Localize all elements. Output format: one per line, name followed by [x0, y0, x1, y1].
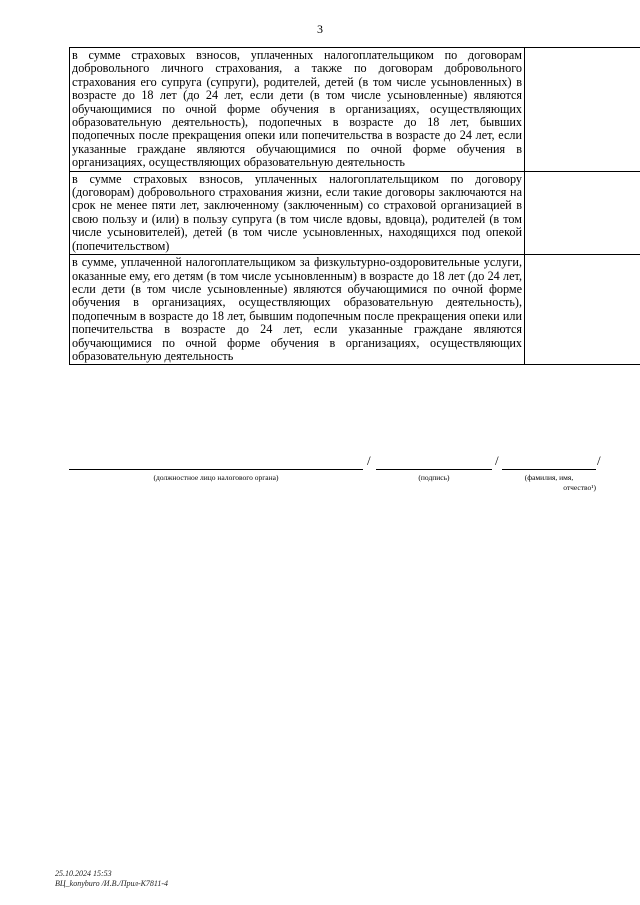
page-number: 3 — [317, 22, 323, 36]
official-signature-line — [69, 455, 363, 470]
separator-slash: / — [597, 453, 601, 468]
footer-timestamp: 25.10.2024 15:53 — [55, 869, 112, 878]
table-row — [70, 255, 640, 365]
row-description: в сумме страховых взносов, уплаченных налогоплательщиком по договору (договорам) добровольного страхования жизни, если такие договоры заключаются на срок не менее пяти лет, заключенному (заключенным) со страховой организацией в свою пользу и (или) в пользу супруга (в том числе вдовы, вдовца), родителей (в том числе усыновителей), детей (в том числе усыновленных, находящихся под опекой (попечительством) — [70, 171, 525, 254]
signature-line — [376, 455, 492, 470]
table-row — [70, 48, 640, 172]
full-name-caption — [502, 473, 596, 493]
row-description: в сумме страховых взносов, уплаченных налогоплательщиком по договорам добровольного личного страхования, а также по договорам добровольного страхования его супруга (супруги), родителей, детей (в том числе усыновленных) в возрасте до 18 лет (до 24 лет, если дети (в том числе усыновленные) являются обучающимися по очной форме обучения в организациях, осуществляющих образовательную деятельность), подопечных в возрасте до 18 лет, бывших подопечных после прекращения опеки или попечительства в возрасте до 24 лет, если указанные граждане являются обучающимися по очной форме обучения в организациях, осуществляющих образовательную деятельность — [70, 48, 525, 172]
row-amount — [525, 48, 640, 172]
row-amount — [525, 171, 640, 254]
table-row — [70, 171, 640, 254]
footer-document-id: ВЦ_konyburo /И.В./Прил-К7811-4 — [55, 879, 169, 888]
separator-slash: / — [367, 453, 371, 468]
official-caption: (должностное лицо налогового органа) — [153, 473, 279, 482]
signature-caption: (подпись) — [418, 473, 450, 482]
deduction-table — [69, 47, 640, 365]
full-name-caption-line: отчество¹) — [563, 483, 596, 492]
full-name-line — [502, 455, 596, 470]
signature-block — [0, 455, 640, 515]
row-amount — [525, 255, 640, 365]
full-name-caption-line: (фамилия, имя, — [524, 473, 574, 482]
row-description: в сумме, уплаченной налогоплательщиком за физкультурно-оздоровительные услуги, оказанные ему, его детям (в том числе усыновленным) в возрасте до 18 лет (до 24 лет, если дети (в том числе усыновленные) являются обучающимися по очной форме обучения в организациях, осуществляющих образовательную деятельность), подопечным в возрасте до 18 лет, бывшим подопечным после прекращения опеки или попечительства в возрасте до 24 лет, если указанные граждане являются обучающимися по очной форме обучения в организациях, осуществляющих образовательную деятельность — [70, 255, 525, 365]
footer-stamp — [55, 869, 168, 889]
separator-slash: / — [495, 453, 499, 468]
